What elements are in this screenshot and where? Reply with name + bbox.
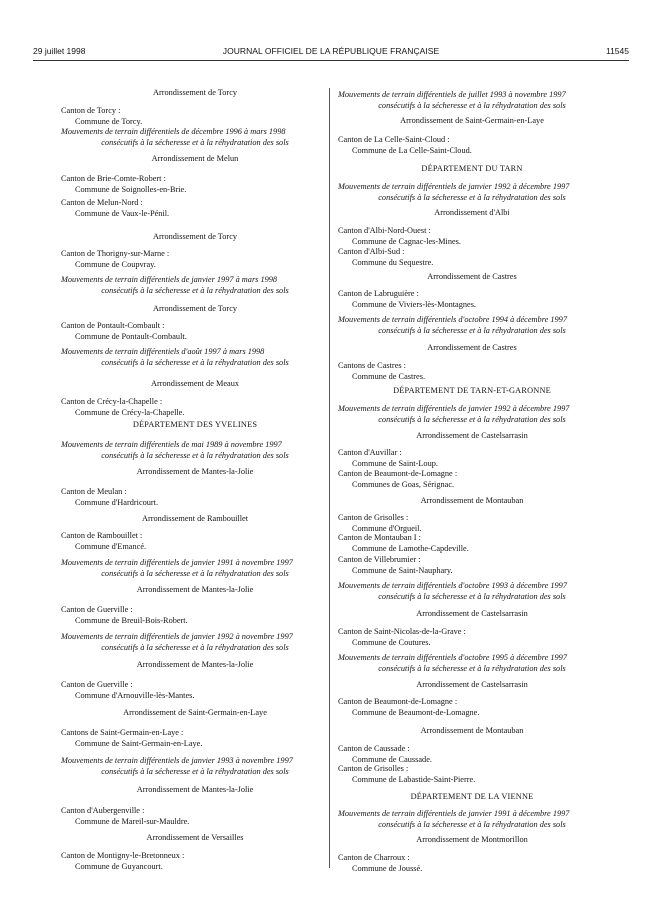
canton-entry bbox=[338, 627, 606, 648]
canton-entry bbox=[338, 135, 606, 156]
event-cause: consécutifs à la sécheresse et à la réhydratation des sols bbox=[101, 285, 289, 295]
canton-entry bbox=[61, 531, 329, 552]
journal-title: JOURNAL OFFICIEL DE LA RÉPUBLIQUE FRANÇAISE bbox=[222, 46, 440, 56]
canton-name: Canton de Grisolles : bbox=[338, 764, 409, 773]
canton-entry bbox=[338, 361, 606, 382]
event-description bbox=[338, 809, 606, 830]
arrondissement-heading: Arrondissement de Montauban bbox=[420, 496, 524, 505]
commune-name: Commune de Saint-Nauphary. bbox=[352, 565, 453, 575]
event-cause: consécutifs à la sécheresse et à la réhydratation des sols bbox=[101, 450, 289, 460]
arrondissement-heading: Arrondissement de Melun bbox=[151, 154, 239, 163]
event-cause: consécutifs à la sécheresse et à la réhydratation des sols bbox=[101, 137, 289, 147]
canton-entry bbox=[338, 853, 606, 874]
page-number: 11545 bbox=[605, 46, 629, 56]
event-description bbox=[61, 347, 329, 368]
event-description bbox=[338, 315, 606, 336]
canton-name: Canton de Pontault-Combault : bbox=[61, 321, 165, 330]
canton-name: Cantons de Saint-Germain-en-Laye : bbox=[61, 728, 184, 737]
canton-entry bbox=[61, 174, 329, 195]
commune-name: Commune de Lamothe-Capdeville. bbox=[352, 543, 469, 553]
event-line: Mouvements de terrain différentiels d'octobre 1994 à décembre 1997 bbox=[338, 315, 567, 324]
arrondissement-heading: Arrondissement de Torcy bbox=[152, 232, 238, 241]
canton-name: Canton d'Albi-Sud : bbox=[338, 247, 405, 256]
event-cause: consécutifs à la sécheresse et à la réhydratation des sols bbox=[101, 568, 289, 578]
event-line: Mouvements de terrain différentiels de janvier 1991 à décembre 1997 bbox=[338, 809, 570, 818]
canton-name: Canton de Caussade : bbox=[338, 744, 410, 753]
event-line: Mouvements de terrain différentiels d'octobre 1995 à décembre 1997 bbox=[338, 653, 567, 662]
department-heading: DÉPARTEMENT DE TARN-ET-GARONNE bbox=[393, 386, 551, 395]
event-line: Mouvements de terrain différentiels de janvier 1993 à novembre 1997 bbox=[61, 756, 293, 765]
commune-name: Commune de Guyancourt. bbox=[75, 861, 163, 871]
event-line: Mouvements de terrain différentiels de janvier 1992 à décembre 1997 bbox=[338, 404, 570, 413]
arrondissement-heading: Arrondissement de Castelsarrasin bbox=[416, 609, 528, 618]
commune-name: Commune de Cagnac-les-Mines. bbox=[352, 236, 461, 246]
commune-name: Commune d'Hardricourt. bbox=[75, 497, 159, 507]
event-cause: consécutifs à la sécheresse et à la réhydratation des sols bbox=[101, 357, 289, 367]
event-description bbox=[61, 558, 329, 579]
commune-name: Commune de Coutures. bbox=[352, 637, 431, 647]
event-description bbox=[61, 127, 329, 148]
canton-entry bbox=[338, 555, 606, 576]
event-cause: consécutifs à la sécheresse et à la réhydratation des sols bbox=[378, 192, 566, 202]
canton-name: Canton de Meulan : bbox=[61, 487, 127, 496]
commune-name: Commune de Crécy-la-Chapelle. bbox=[75, 407, 185, 417]
event-description bbox=[338, 653, 606, 674]
department-heading: DÉPARTEMENT DES YVELINES bbox=[132, 420, 258, 429]
commune-name: Commune de Joussé. bbox=[352, 863, 423, 873]
commune-name: Communes de Goas, Sérignac. bbox=[352, 479, 455, 489]
event-description bbox=[338, 404, 606, 425]
event-description bbox=[61, 756, 329, 777]
event-description bbox=[61, 632, 329, 653]
arrondissement-heading: Arrondissement de Versailles bbox=[146, 833, 244, 842]
arrondissement-heading: Arrondissement de Castres bbox=[427, 272, 517, 281]
arrondissement-heading: Arrondissement de Saint-Germain-en-Laye bbox=[400, 116, 544, 125]
event-line: Mouvements de terrain différentiels d'octobre 1993 à décembre 1997 bbox=[338, 581, 567, 590]
event-line: Mouvements de terrain différentiels de janvier 1997 à mars 1998 bbox=[61, 275, 278, 284]
event-cause: consécutifs à la sécheresse et à la réhydratation des sols bbox=[378, 663, 566, 673]
canton-name: Canton de Montigny-le-Bretonneux : bbox=[61, 851, 185, 860]
canton-name: Cantons de Castres : bbox=[338, 361, 406, 370]
canton-name: Canton de Brie-Comte-Robert : bbox=[61, 174, 166, 183]
canton-entry bbox=[338, 533, 606, 554]
canton-entry bbox=[61, 680, 329, 701]
commune-name: Commune de Castres. bbox=[352, 371, 426, 381]
department-heading: DÉPARTEMENT DU TARN bbox=[421, 164, 523, 173]
event-cause: consécutifs à la sécheresse et à la réhydratation des sols bbox=[378, 591, 566, 601]
department-heading: DÉPARTEMENT DE LA VIENNE bbox=[410, 792, 534, 801]
commune-name: Commune de La Celle-Saint-Cloud. bbox=[352, 145, 472, 155]
canton-name: Canton de Montauban I : bbox=[338, 533, 421, 542]
arrondissement-heading: Arrondissement de Torcy bbox=[152, 304, 238, 313]
commune-name: Commune de Saint-Germain-en-Laye. bbox=[75, 738, 203, 748]
arrondissement-heading: Arrondissement de Meaux bbox=[150, 379, 240, 388]
canton-entry bbox=[338, 744, 606, 765]
canton-entry bbox=[338, 448, 606, 469]
canton-name: Canton de Beaumont-de-Lomagne : bbox=[338, 697, 458, 706]
canton-name: Canton d'Albi-Nord-Ouest : bbox=[338, 226, 431, 235]
event-line: Mouvements de terrain différentiels d'août 1997 à mars 1998 bbox=[61, 347, 265, 356]
canton-name: Canton d'Aubergenville : bbox=[61, 806, 145, 815]
commune-name: Commune de Beaumont-de-Lomagne. bbox=[352, 707, 480, 717]
canton-name: Canton de Melun-Nord : bbox=[61, 198, 143, 207]
event-cause: consécutifs à la sécheresse et à la réhydratation des sols bbox=[101, 642, 289, 652]
commune-name: Commune de Caussade. bbox=[352, 754, 432, 764]
event-description bbox=[338, 581, 606, 602]
canton-entry bbox=[338, 469, 606, 490]
arrondissement-heading: Arrondissement de Montmorillon bbox=[416, 835, 528, 844]
canton-entry bbox=[61, 198, 329, 219]
canton-entry bbox=[338, 697, 606, 718]
arrondissement-heading: Arrondissement de Castelsarrasin bbox=[416, 680, 528, 689]
canton-name: Canton de Saint-Nicolas-de-la-Grave : bbox=[338, 627, 466, 636]
event-cause: consécutifs à la sécheresse et à la réhydratation des sols bbox=[378, 100, 566, 110]
canton-entry bbox=[61, 106, 329, 127]
event-cause: consécutifs à la sécheresse et à la réhydratation des sols bbox=[378, 414, 566, 424]
arrondissement-heading: Arrondissement de Saint-Germain-en-Laye bbox=[123, 708, 267, 717]
canton-name: Canton de Charroux : bbox=[338, 853, 410, 862]
canton-entry bbox=[338, 764, 606, 785]
canton-name: Canton de Labruguière : bbox=[338, 289, 419, 298]
event-cause: consécutifs à la sécheresse et à la réhydratation des sols bbox=[378, 325, 566, 335]
page-header bbox=[33, 46, 629, 61]
canton-entry bbox=[338, 226, 606, 247]
canton-entry bbox=[61, 806, 329, 827]
canton-name: Canton de Guerville : bbox=[61, 680, 133, 689]
commune-name: Commune de Viviers-lès-Montagnes. bbox=[352, 299, 477, 309]
canton-entry bbox=[338, 289, 606, 310]
commune-name: Commune de Torcy. bbox=[75, 116, 143, 126]
canton-name: Canton de Torcy : bbox=[61, 106, 121, 115]
event-line: Mouvements de terrain différentiels de janvier 1992 à novembre 1997 bbox=[61, 632, 293, 641]
commune-name: Commune de Coupvray. bbox=[75, 259, 156, 269]
canton-entry bbox=[61, 851, 329, 872]
event-description bbox=[61, 440, 329, 461]
canton-entry bbox=[61, 249, 329, 270]
commune-name: Commune de Vaux-le-Pénil. bbox=[75, 208, 170, 218]
commune-name: Commune du Sequestre. bbox=[352, 257, 434, 267]
arrondissement-heading: Arrondissement d'Albi bbox=[434, 208, 510, 217]
event-line: Mouvements de terrain différentiels de décembre 1996 à mars 1998 bbox=[61, 127, 286, 136]
canton-entry bbox=[61, 321, 329, 342]
arrondissement-heading: Arrondissement de Mantes-la-Jolie bbox=[136, 585, 254, 594]
arrondissement-heading: Arrondissement de Mantes-la-Jolie bbox=[136, 660, 254, 669]
event-description bbox=[61, 275, 329, 296]
canton-entry bbox=[61, 487, 329, 508]
commune-name: Commune d'Arnouville-lès-Mantes. bbox=[75, 690, 195, 700]
arrondissement-heading: Arrondissement de Torcy bbox=[152, 88, 238, 97]
canton-entry bbox=[338, 247, 606, 268]
commune-name: Commune d'Orgueil. bbox=[352, 523, 422, 533]
canton-name: Canton de Beaumont-de-Lomagne : bbox=[338, 469, 458, 478]
event-line: Mouvements de terrain différentiels de janvier 1992 à décembre 1997 bbox=[338, 182, 570, 191]
event-description bbox=[338, 90, 606, 111]
canton-entry bbox=[61, 605, 329, 626]
arrondissement-heading: Arrondissement de Castres bbox=[427, 343, 517, 352]
commune-name: Commune de Mareil-sur-Mauldre. bbox=[75, 816, 190, 826]
event-line: Mouvements de terrain différentiels de janvier 1991 à novembre 1997 bbox=[61, 558, 293, 567]
canton-name: Canton d'Auvillar : bbox=[338, 448, 402, 457]
event-cause: consécutifs à la sécheresse et à la réhydratation des sols bbox=[378, 819, 566, 829]
canton-entry bbox=[338, 513, 606, 534]
commune-name: Commune de Pontault-Combault. bbox=[75, 331, 187, 341]
commune-name: Commune de Breuil-Bois-Robert. bbox=[75, 615, 188, 625]
event-line: Mouvements de terrain différentiels de mai 1989 à novembre 1997 bbox=[61, 440, 282, 449]
canton-name: Canton de Thorigny-sur-Marne : bbox=[61, 249, 170, 258]
canton-entry bbox=[61, 728, 329, 749]
canton-name: Canton de Rambouillet : bbox=[61, 531, 143, 540]
canton-name: Canton de Crécy-la-Chapelle : bbox=[61, 397, 163, 406]
arrondissement-heading: Arrondissement de Montauban bbox=[420, 726, 524, 735]
canton-name: Canton de Guerville : bbox=[61, 605, 133, 614]
arrondissement-heading: Arrondissement de Castelsarrasin bbox=[416, 431, 528, 440]
arrondissement-heading: Arrondissement de Mantes-la-Jolie bbox=[136, 785, 254, 794]
arrondissement-heading: Arrondissement de Mantes-la-Jolie bbox=[136, 467, 254, 476]
event-line: Mouvements de terrain différentiels de juillet 1993 à novembre 1997 bbox=[338, 90, 566, 99]
commune-name: Commune d'Emancé. bbox=[75, 541, 147, 551]
column-divider bbox=[329, 88, 330, 868]
commune-name: Commune de Saint-Loup. bbox=[352, 458, 438, 468]
commune-name: Commune de Soignolles-en-Brie. bbox=[75, 184, 187, 194]
canton-name: Canton de La Celle-Saint-Cloud : bbox=[338, 135, 450, 144]
canton-entry bbox=[61, 397, 329, 418]
event-cause: consécutifs à la sécheresse et à la réhydratation des sols bbox=[101, 766, 289, 776]
canton-name: Canton de Villebrumier : bbox=[338, 555, 421, 564]
header-date: 29 juillet 1998 bbox=[33, 46, 86, 56]
arrondissement-heading: Arrondissement de Rambouillet bbox=[142, 514, 248, 523]
commune-name: Commune de Labastide-Saint-Pierre. bbox=[352, 774, 476, 784]
canton-name: Canton de Grisolles : bbox=[338, 513, 409, 522]
event-description bbox=[338, 182, 606, 203]
